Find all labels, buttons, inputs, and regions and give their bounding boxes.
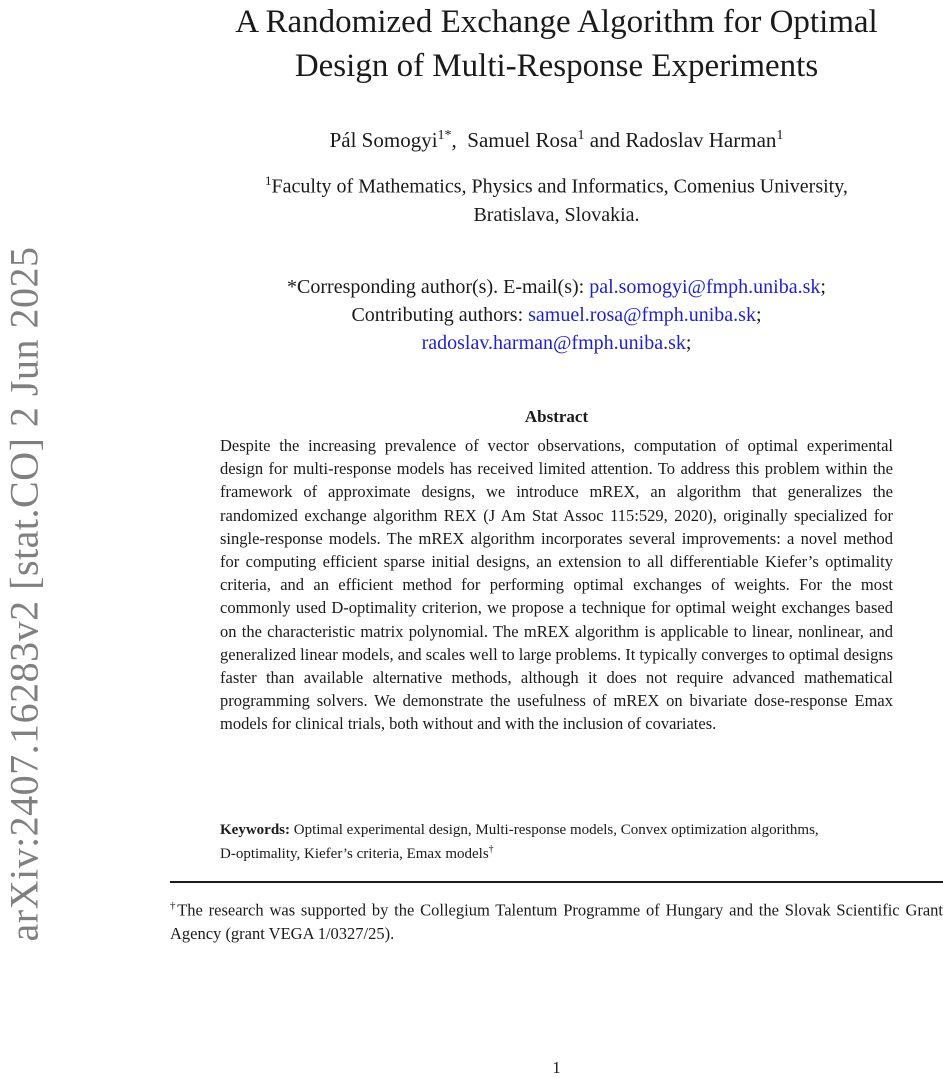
- contributing-email-link[interactable]: radoslav.harman@fmph.uniba.sk: [421, 332, 686, 354]
- title-line-1: A Randomized Exchange Algorithm for Optimal: [235, 4, 878, 40]
- abstract-heading: Abstract: [524, 407, 589, 426]
- author-name: Samuel Rosa: [467, 128, 578, 152]
- footnote-text: The research was supported by the Collegium Talentum Programme of Hungary and the Slovak Scientific Grant Agency (grant VEGA 1/0327/25).: [170, 900, 943, 943]
- affiliation-line-2: Bratislava, Slovakia.: [473, 203, 640, 226]
- corresponding-prefix: *Corresponding author(s). E-mail(s):: [287, 276, 585, 298]
- keywords-text: Optimal experimental design, Multi-response models, Convex optimization algorithms, D-optimality, Kiefer’s criteria, Emax models: [220, 822, 819, 862]
- keywords-footnote-mark: †: [488, 844, 494, 855]
- affiliation: [170, 167, 943, 229]
- author-name: Radoslav Harman: [625, 128, 777, 152]
- contributing-prefix: Contributing authors:: [351, 304, 524, 326]
- abstract-text: Despite the increasing prevalence of vector observations, computation of optimal experimental design for multi-response models has received limited attention. To address this problem within the framework of approximate designs, we introduce mREX, an algorithm that generalizes the randomized exchange algorithm REX (J Am Stat Assoc 115:529, 2020), originally specialized for single-response models. The mREX algorithm incorporates several improvements: a novel method for computing efficient sparse initial designs, an extension to all differentiable Kiefer’s optimality criteria, and an efficient method for performing optimal exchanges of weights. For the most commonly used D-optimality criterion, we propose a technique for optimal weight exchanges based on the characteristic matrix polynomial. The mREX algorithm is applicable to linear, nonlinear, and generalized linear models, and scales well to large problems. It typically converges to optimal designs faster than available alternative methods, although it does not require advanced mathematical programming solvers. We demonstrate the usefulness of mREX on bivariate dose-response Emax models for clinical trials, both without and with the inclusion of covariates.: [220, 436, 893, 734]
- email-separator: ;: [755, 304, 762, 326]
- page-number: 1: [552, 1058, 561, 1077]
- author-list: [170, 122, 943, 154]
- author-separator: ,: [451, 128, 457, 152]
- paper-title: [170, 0, 943, 88]
- contact-info: [170, 273, 943, 357]
- author-superscript: 1: [776, 128, 784, 143]
- keywords-label: Keywords:: [220, 822, 290, 838]
- corresponding-email-link[interactable]: pal.somogyi@fmph.uniba.sk: [589, 276, 821, 298]
- author-superscript: 1*: [437, 128, 452, 143]
- affiliation-line-1: Faculty of Mathematics, Physics and Informatics, Comenius University,: [271, 175, 848, 198]
- author-separator: and: [589, 128, 621, 152]
- email-separator: ;: [685, 332, 692, 354]
- title-line-2: Design of Multi-Response Experiments: [294, 48, 819, 84]
- footnote-mark: †: [170, 900, 178, 912]
- keywords: [220, 820, 820, 864]
- affiliation-superscript: 1: [265, 173, 272, 188]
- email-separator: ;: [820, 276, 826, 298]
- footnote-divider: [170, 881, 943, 883]
- contributing-email-link[interactable]: samuel.rosa@fmph.uniba.sk: [528, 304, 756, 326]
- author-name: Pál Somogyi: [329, 128, 438, 152]
- arxiv-identifier: arXiv:2407.16283v2 [stat.CO] 2 Jun 2025: [1, 246, 47, 942]
- author-superscript: 1: [577, 128, 585, 143]
- footnote: [170, 895, 943, 945]
